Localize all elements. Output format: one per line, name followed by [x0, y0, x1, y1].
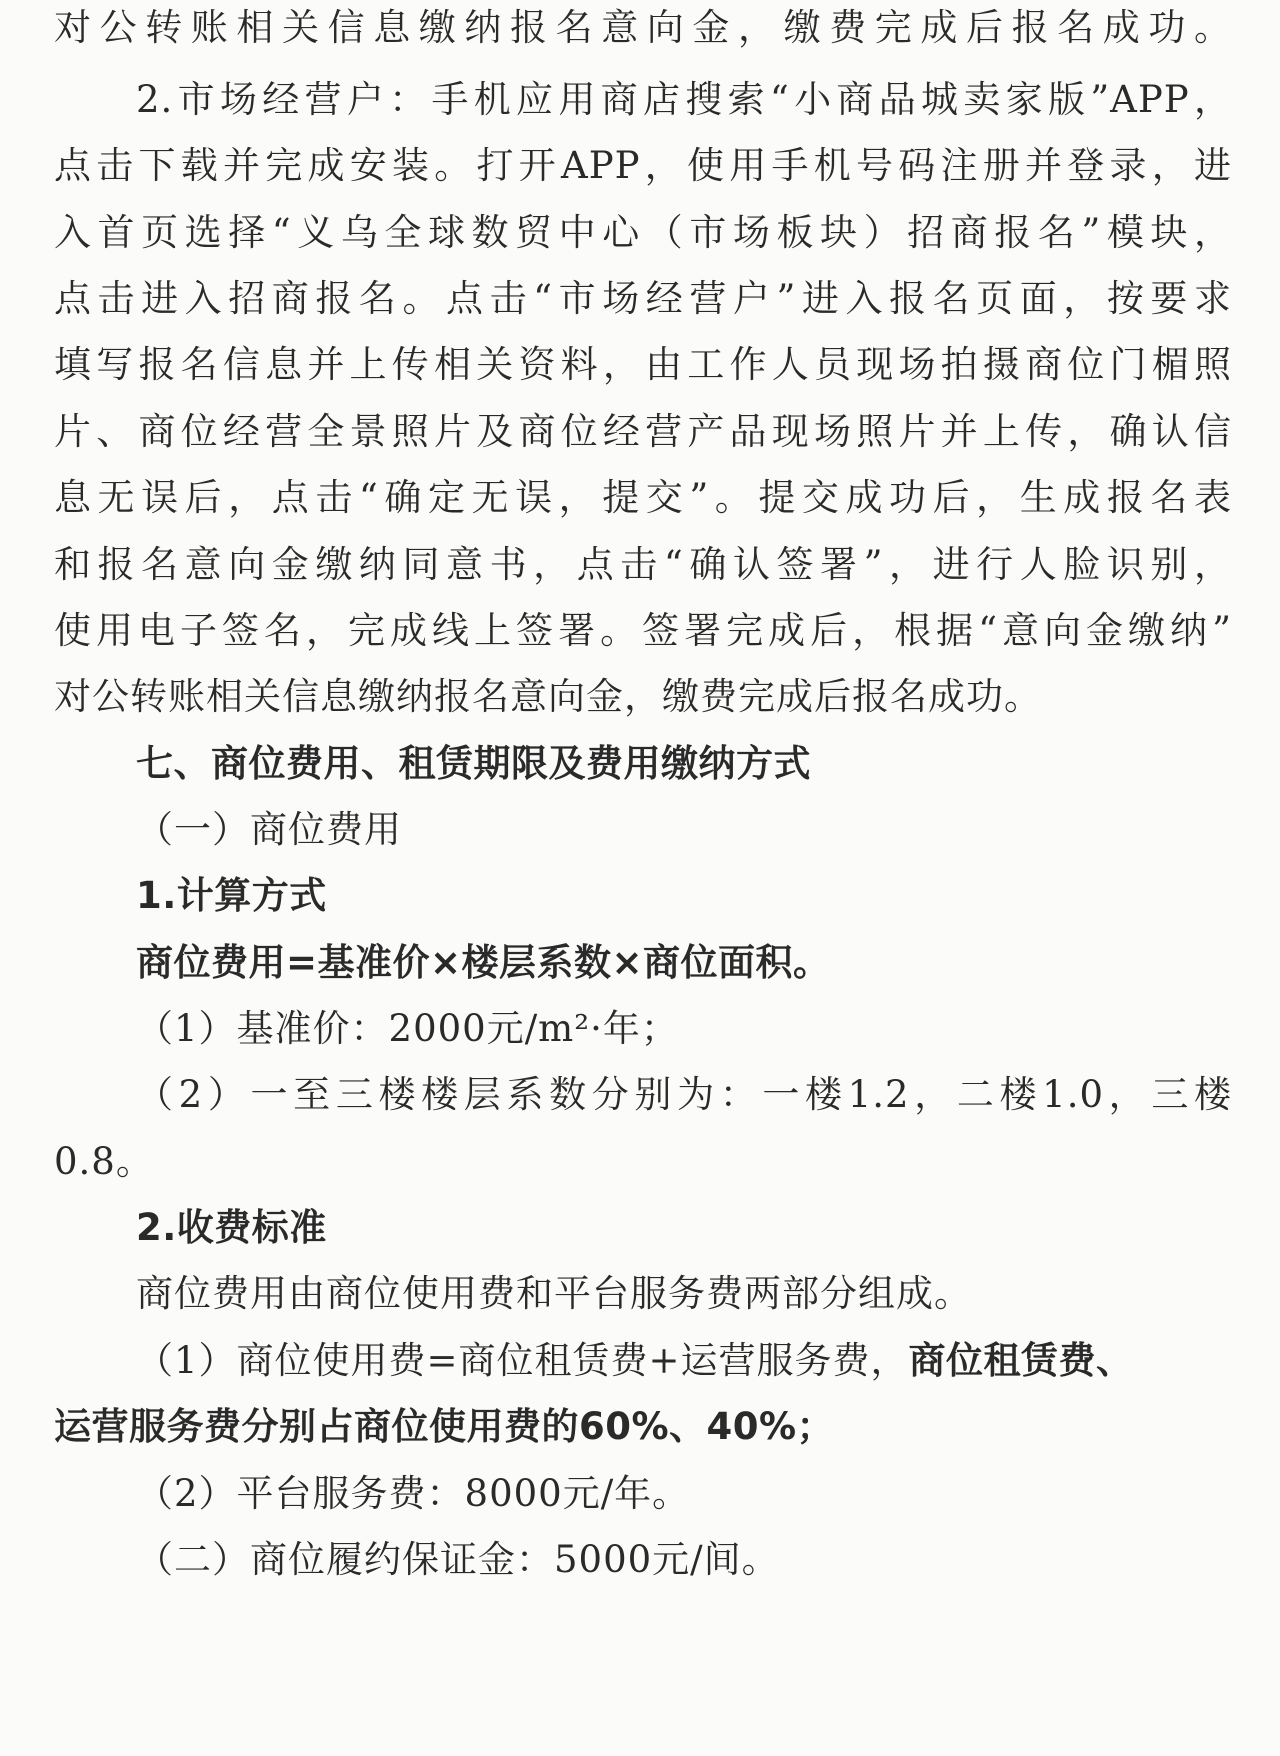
mixed-text-line — [136, 1337, 1134, 1385]
item-heading: 1.计算方式 — [136, 874, 327, 917]
formula-text: 商位费用=基准价×楼层系数×商位面积。 — [136, 941, 831, 984]
text-line: 息无误后，点击“确定无误，提交”。提交成功后，生成报名表 — [54, 476, 1232, 519]
text-line: （1）基准价：2000元/m²·年； — [136, 1007, 679, 1050]
text-segment: （1）商位使用费=商位租赁费+运营服务费， — [136, 1339, 909, 1382]
text-line: 使用电子签名，完成线上签署。签署完成后，根据“意向金缴纳” — [54, 609, 1232, 652]
section-heading: 七、商位费用、租赁期限及费用缴纳方式 — [136, 742, 811, 785]
bold-text-line: 运营服务费分别占商位使用费的60%、40%； — [54, 1405, 835, 1448]
text-line: （2）一至三楼楼层系数分别为：一楼1.2，二楼1.0，三楼 — [136, 1073, 1232, 1116]
text-line: 对公转账相关信息缴纳报名意向金，缴费完成后报名成功。 — [54, 6, 1232, 49]
text-line: 填写报名信息并上传相关资料，由工作人员现场拍摄商位门楣照 — [54, 343, 1232, 386]
bold-text-segment: 商位租赁费、 — [908, 1339, 1134, 1382]
text-line: 对公转账相关信息缴纳报名意向金，缴费完成后报名成功。 — [54, 675, 1042, 718]
subsection-heading: （一）商位费用 — [136, 808, 402, 851]
text-line: 片、商位经营全景照片及商位经营产品现场照片并上传，确认信 — [54, 410, 1232, 453]
text-line: 点击进入招商报名。点击“市场经营户”进入报名页面，按要求 — [54, 277, 1232, 320]
text-line: 点击下载并完成安装。打开APP，使用手机号码注册并登录，进 — [54, 144, 1232, 187]
text-line: 0.8。 — [54, 1140, 154, 1183]
text-line: （二）商位履约保证金：5000元/间。 — [136, 1538, 780, 1581]
item-heading: 2.收费标准 — [136, 1206, 327, 1249]
text-line: （2）平台服务费：8000元/年。 — [136, 1472, 691, 1515]
text-line: 2.市场经营户：手机应用商店搜索“小商品城卖家版”APP， — [136, 78, 1232, 121]
text-line: 商位费用由商位使用费和平台服务费两部分组成。 — [136, 1272, 972, 1315]
text-line: 和报名意向金缴纳同意书，点击“确认签署”，进行人脸识别， — [54, 543, 1232, 586]
text-line: 入首页选择“义乌全球数贸中心（市场板块）招商报名”模块， — [54, 211, 1232, 254]
